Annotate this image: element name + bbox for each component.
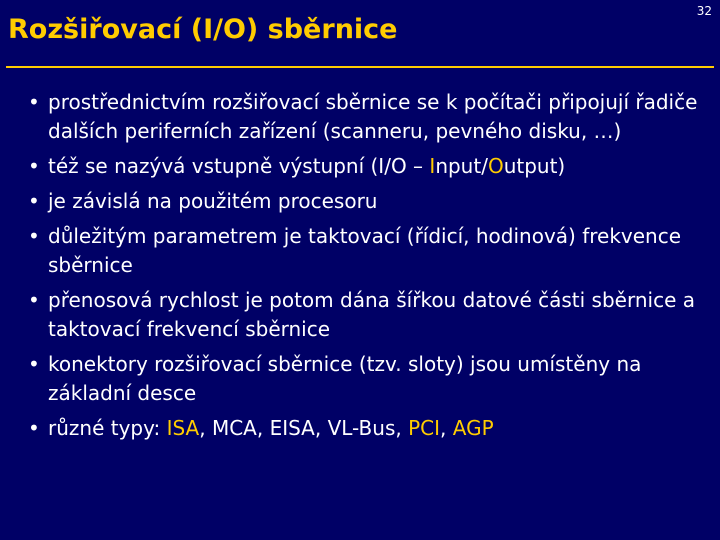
bullet-text: , MCA, EISA, VL-Bus, — [199, 416, 409, 440]
bullet-list — [28, 88, 708, 449]
bullet-item-bus-types — [28, 414, 708, 443]
bullet-text: je závislá na použitém procesoru — [48, 189, 378, 213]
bullet-item-clock-frequency — [28, 222, 708, 280]
bullet-item-processor-dependency — [28, 187, 708, 216]
title-divider — [6, 66, 714, 68]
bullet-text: prostřednictvím rozšiřovací sběrnice se k počítači připojují řadiče dalších periferních zařízení (scanneru, pevného disku, …) — [48, 90, 698, 143]
bullet-item-transfer-rate — [28, 286, 708, 344]
bullet-marker: • — [28, 224, 40, 248]
bullet-text: utput) — [503, 154, 566, 178]
bullet-marker: • — [28, 416, 40, 440]
bullet-text: důležitým parametrem je taktovací (řídicí, hodinová) frekvence sběrnice — [48, 224, 682, 277]
bullet-marker: • — [28, 90, 40, 114]
bullet-item-io-name — [28, 152, 708, 181]
bullet-text: různé typy: — [48, 416, 167, 440]
bus-type-isa: ISA — [166, 416, 200, 440]
highlight-letter-i: I — [429, 154, 436, 178]
bus-type-pci: PCI — [408, 416, 441, 440]
slide-title: Rozšiřovací (I/O) sběrnice — [8, 14, 398, 45]
bullet-item-connectors — [28, 350, 708, 408]
bus-type-agp: AGP — [452, 416, 494, 440]
slide-number: 32 — [696, 4, 712, 18]
bullet-marker: • — [28, 352, 40, 376]
bullet-text: , — [440, 416, 453, 440]
bullet-text: nput/ — [435, 154, 488, 178]
bullet-marker: • — [28, 154, 40, 178]
highlight-letter-o: O — [487, 154, 504, 178]
bullet-text: konektory rozšiřovací sběrnice (tzv. sloty) jsou umístěny na základní desce — [48, 352, 642, 405]
bullet-marker: • — [28, 288, 40, 312]
bullet-item-expansion-bus — [28, 88, 708, 146]
bullet-marker: • — [28, 189, 40, 213]
bullet-text: přenosová rychlost je potom dána šířkou datové části sběrnice a taktovací frekvencí sběrnice — [48, 288, 695, 341]
bullet-text: též se nazývá vstupně výstupní (I/O – — [48, 154, 430, 178]
